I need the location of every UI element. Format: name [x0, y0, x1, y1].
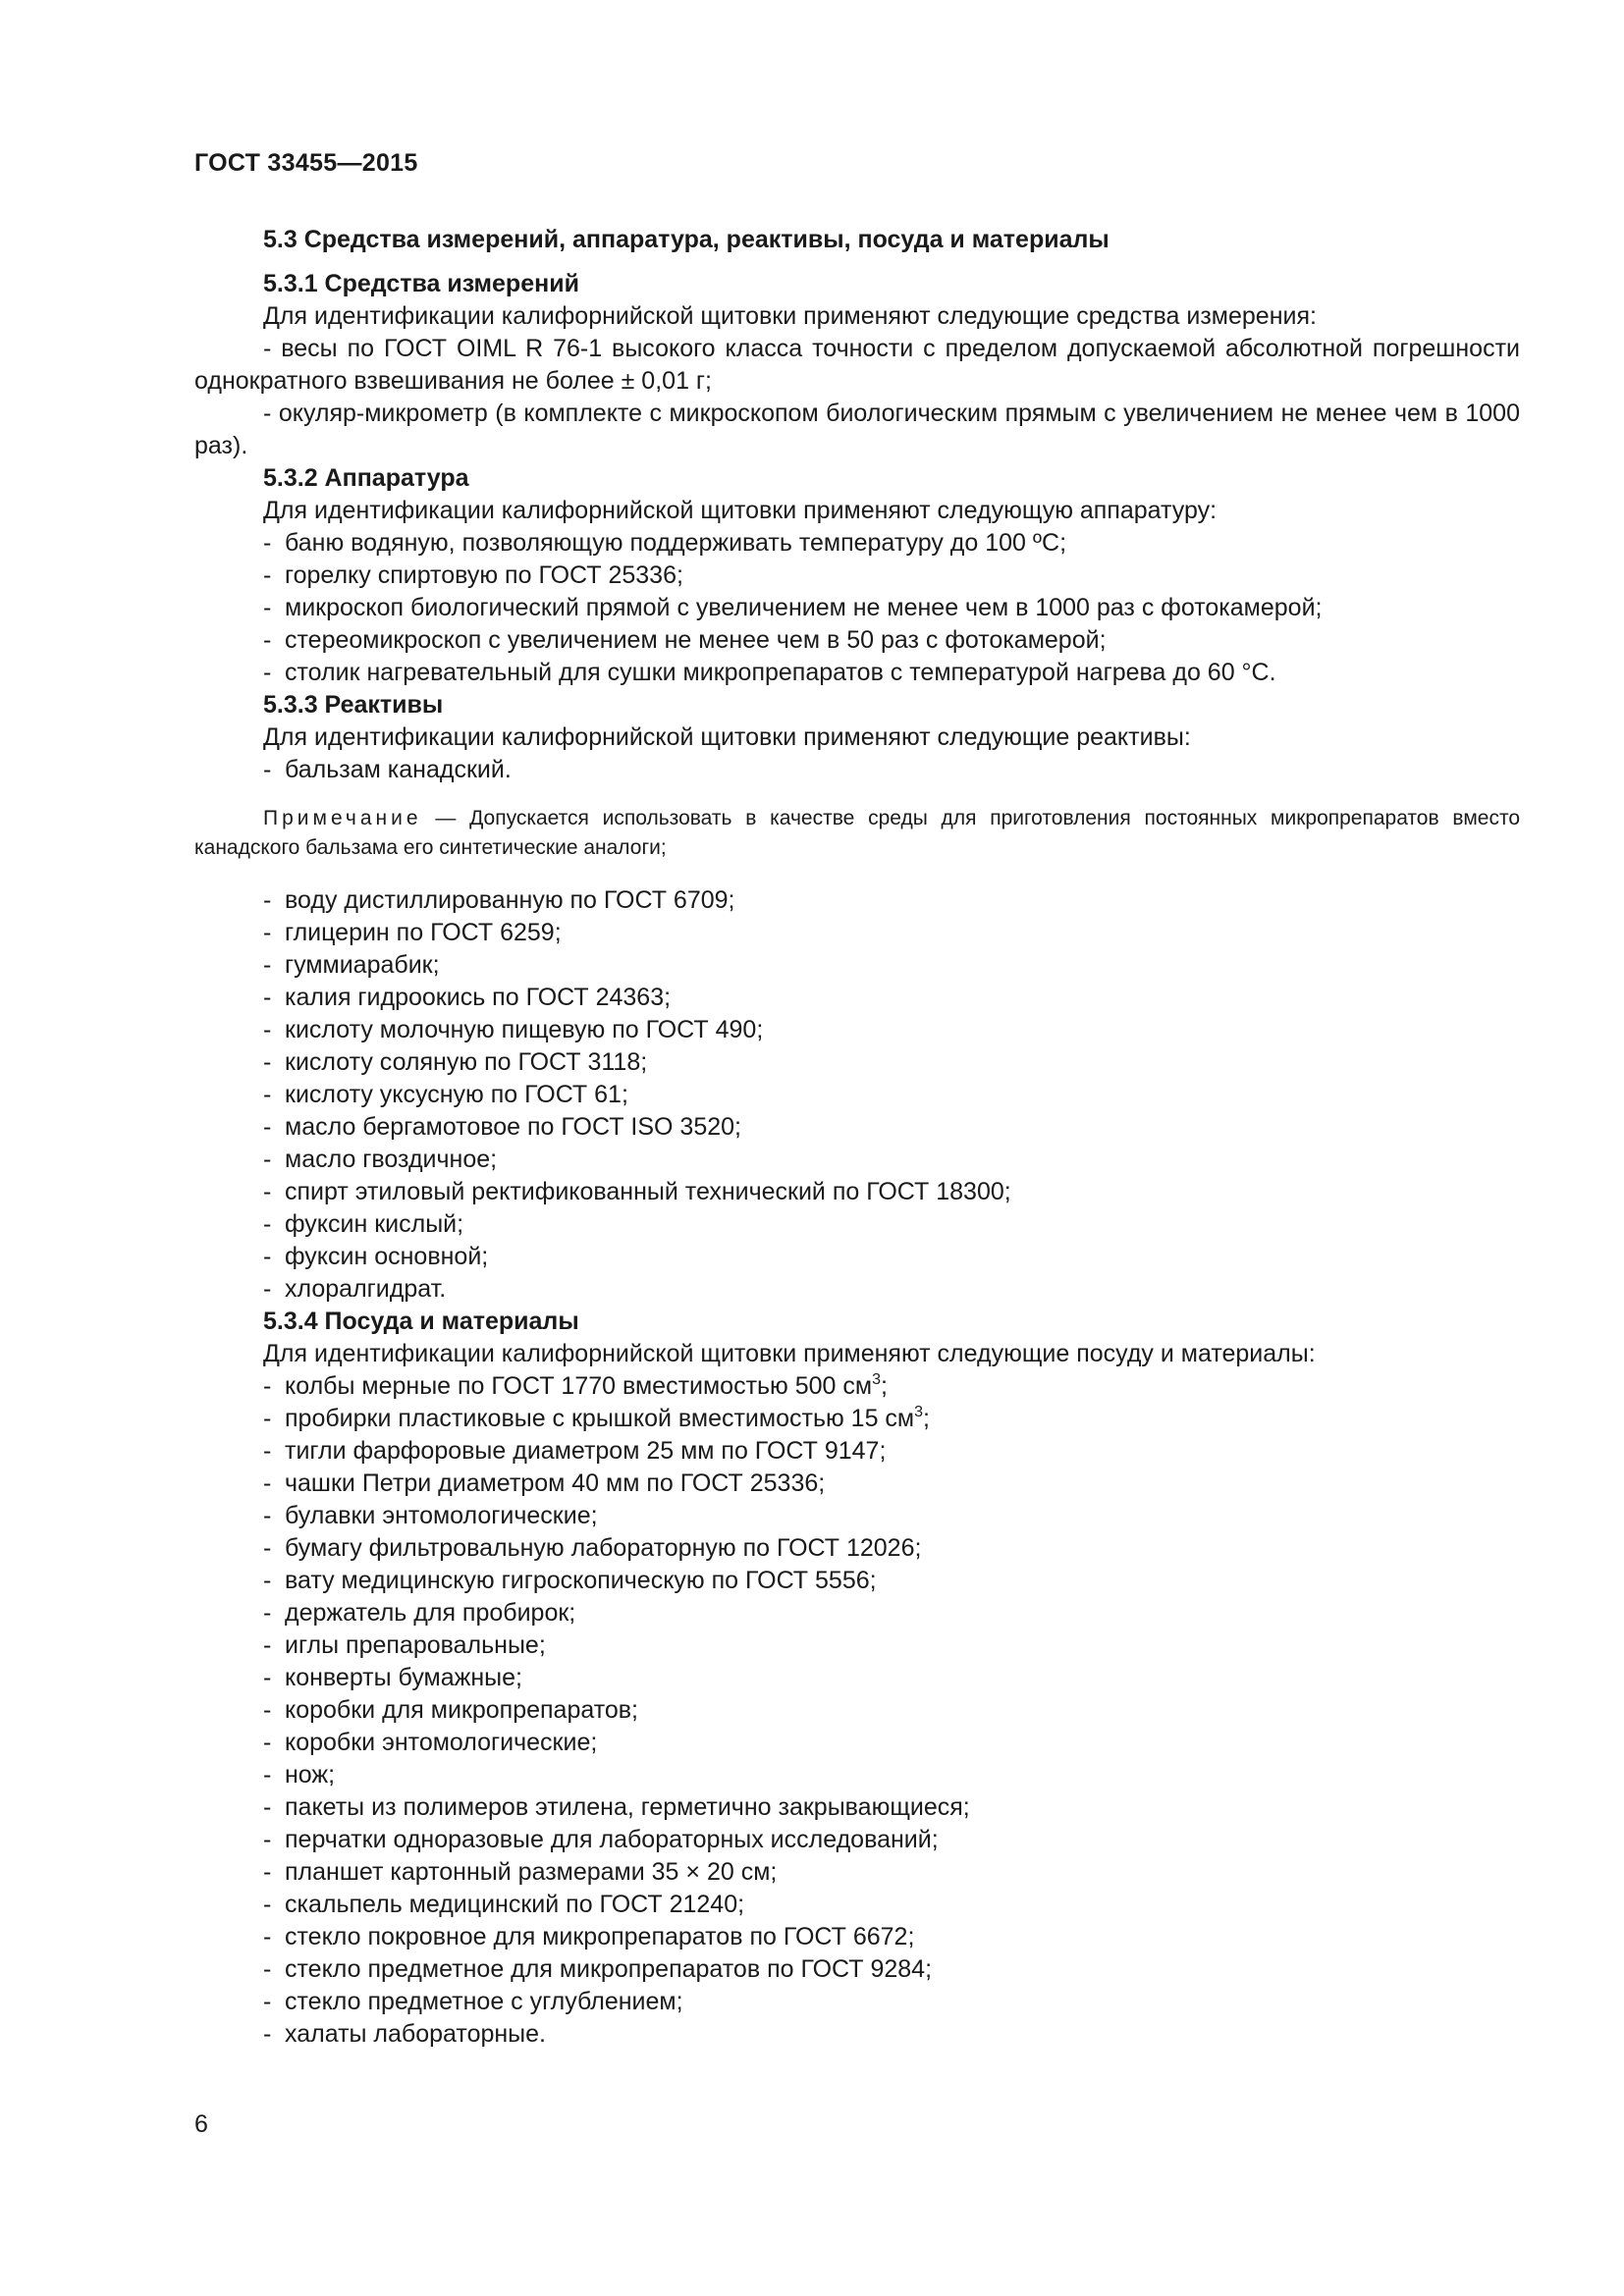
- list-item: - фуксин основной;: [263, 1243, 489, 1270]
- list-item: - воду дистиллированную по ГОСТ 6709;: [263, 886, 735, 914]
- list-item: - стереомикроскоп с увеличением не менее чем в 50 раз с фотокамерой;: [263, 626, 1107, 654]
- section-heading-5-3-3: 5.3.3 Реактивы: [263, 691, 444, 719]
- list-item: - халаты лабораторные.: [263, 2020, 547, 2048]
- list-item: - фуксин кислый;: [263, 1210, 464, 1238]
- list-item: - стекло предметное для микропрепаратов по ГОСТ 9284;: [263, 1955, 933, 1983]
- note-label: Примечание: [263, 807, 422, 829]
- section-intro-5-3-4: Для идентификации калифорнийской щитовки применяют следующие посуду и материалы:: [263, 1340, 1316, 1367]
- list-item: - спирт этиловый ректификованный технический по ГОСТ 18300;: [263, 1178, 1011, 1205]
- list-item: - окуляр-микрометр (в комплекте с микроскопом биологическим прямым с увеличением не менее чем в 1000 раз).: [194, 400, 1520, 459]
- list-item: - стекло предметное с углублением;: [263, 1988, 683, 2015]
- list-item: - горелку спиртовую по ГОСТ 25336;: [263, 561, 683, 589]
- list-item: - баню водяную, позволяющую поддерживать температуру до 100 ºС;: [263, 529, 1067, 557]
- list-item: - бальзам канадский.: [263, 756, 512, 783]
- list-item: - пробирки пластиковые с крышкой вместимостью 15 $см^3$;: [263, 1404, 930, 1432]
- list-item: - масло гвоздичное;: [263, 1146, 498, 1173]
- document-body: [194, 224, 1520, 2051]
- list-item: - глицерин по ГОСТ 6259;: [263, 919, 562, 946]
- list-item: - булавки энтомологические;: [263, 1502, 598, 1529]
- list-item: - микроскоп биологический прямой с увеличением не менее чем в 1000 раз с фотокамерой;: [263, 594, 1323, 621]
- list-item: - конверты бумажные;: [263, 1664, 522, 1691]
- list-item: - держатель для пробирок;: [263, 1599, 576, 1627]
- list-item: - бумагу фильтровальную лабораторную по ГОСТ 12026;: [263, 1534, 922, 1562]
- list-item: - перчатки одноразовые для лабораторных исследований;: [263, 1826, 939, 1853]
- list-item: - стекло покровное для микропрепаратов по ГОСТ 6672;: [263, 1923, 915, 1950]
- section-heading-5-3-1: 5.3.1 Средства измерений: [263, 270, 579, 297]
- page-number: 6: [194, 2110, 208, 2138]
- section-intro-5-3-1: Для идентификации калифорнийской щитовки применяют следующие средства измерения:: [263, 302, 1317, 330]
- list-item: - калия гидроокись по ГОСТ 24363;: [263, 984, 672, 1011]
- document-header: ГОСТ 33455—2015: [194, 149, 418, 177]
- section-heading-5-3-4: 5.3.4 Посуда и материалы: [263, 1308, 579, 1335]
- list-item: - нож;: [263, 1761, 336, 1789]
- list-item: - колбы мерные по ГОСТ 1770 вместимостью 500 $см^3$;: [263, 1371, 888, 1400]
- list-item: - кислоту соляную по ГОСТ 3118;: [263, 1048, 648, 1076]
- list-item: - хлоралгидрат.: [263, 1275, 447, 1303]
- list-item: - тигли фарфоровые диаметром 25 мм по ГОСТ 9147;: [263, 1437, 887, 1465]
- section-intro-5-3-2: Для идентификации калифорнийской щитовки применяют следующую аппаратуру:: [263, 497, 1218, 524]
- list-item: - планшет картонный размерами 35 × 20 см;: [263, 1858, 778, 1886]
- list-item: - весы по ГОСТ OIML R 76-1 высокого класса точности с пределом допускаемой абсолютной погрешности однократного взвешивания не более ± 0,01 г;: [194, 335, 1520, 395]
- list-item: - столик нагревательный для сушки микропрепаратов с температурой нагрева до 60 °С.: [263, 659, 1276, 686]
- list-item: - иглы препаровальные;: [263, 1631, 546, 1659]
- section-intro-5-3-3: Для идентификации калифорнийской щитовки применяют следующие реактивы:: [263, 723, 1191, 751]
- list-item: - чашки Петри диаметром 40 мм по ГОСТ 25336;: [263, 1469, 826, 1497]
- list-item: - вату медицинскую гигроскопическую по ГОСТ 5556;: [263, 1567, 877, 1594]
- list-item: - коробки энтомологические;: [263, 1729, 598, 1756]
- note-text: — Допускается использовать в качестве среды для приготовления постоянных микропрепаратов вместо канадского бальзама его синтетические аналоги;: [194, 807, 1520, 859]
- list-item: - гуммиарабик;: [263, 951, 440, 979]
- list-item: - скальпель медицинский по ГОСТ 21240;: [263, 1891, 745, 1918]
- list-item: - пакеты из полимеров этилена, герметично закрывающиеся;: [263, 1793, 970, 1821]
- list-item: - кислоту уксусную по ГОСТ 61;: [263, 1081, 628, 1108]
- list-item: - кислоту молочную пищевую по ГОСТ 490;: [263, 1016, 764, 1043]
- list-item: - коробки для микропрепаратов;: [263, 1696, 638, 1724]
- section-heading-5-3: 5.3 Средства измерений, аппаратура, реактивы, посуда и материалы: [263, 226, 1110, 253]
- note: [194, 804, 1520, 863]
- list-item: - масло бергамотовое по ГОСТ ISO 3520;: [263, 1113, 741, 1141]
- section-heading-5-3-2: 5.3.2 Аппаратура: [263, 464, 469, 492]
